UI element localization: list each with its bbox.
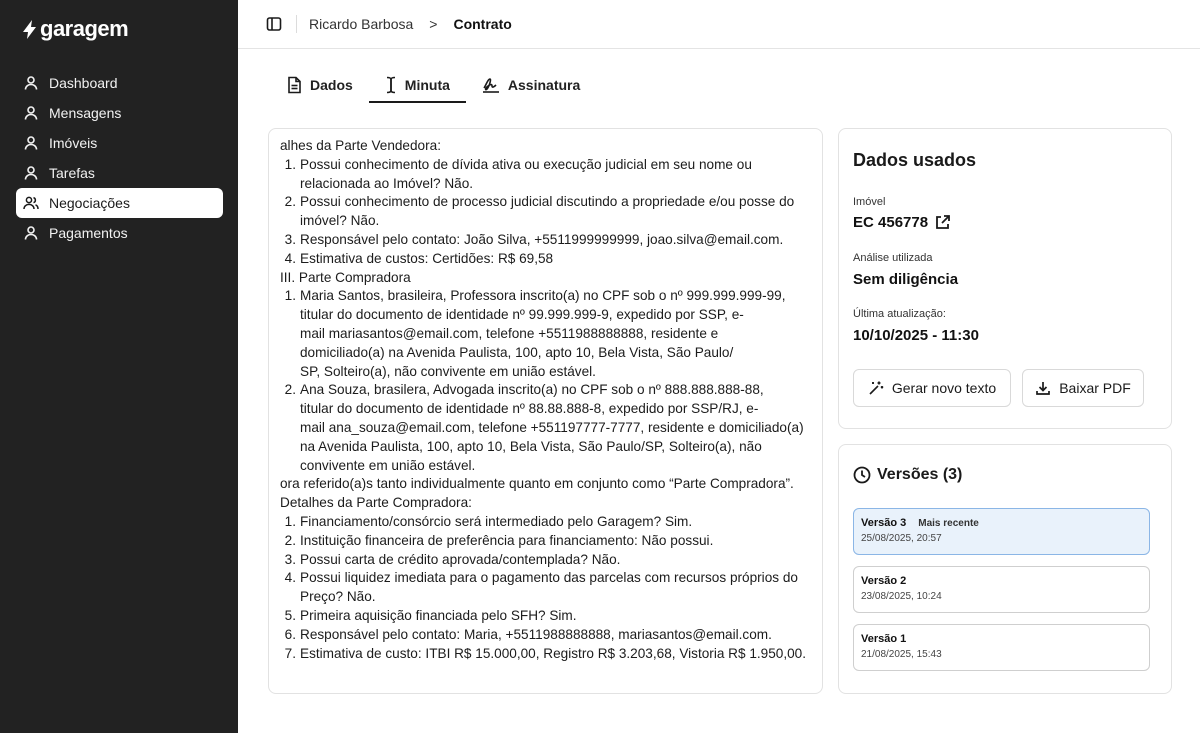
users-icon xyxy=(23,195,39,211)
sidebar-item-label: Negociações xyxy=(49,195,130,211)
doc-list-number: 6. xyxy=(284,626,296,642)
sidebar-item-label: Dashboard xyxy=(49,75,118,91)
doc-list-item xyxy=(280,569,811,607)
tab-bar xyxy=(270,66,596,103)
signature-icon xyxy=(482,76,500,94)
doc-list-number: 1. xyxy=(284,513,296,529)
sidebar-item-label: Imóveis xyxy=(49,135,98,151)
versions-title xyxy=(853,466,962,484)
last-update-label: Última atualização: xyxy=(853,308,946,320)
data-used-panel xyxy=(838,128,1172,429)
doc-list-number: 2. xyxy=(284,532,296,548)
version-date: 23/08/2025, 10:24 xyxy=(861,591,942,602)
download-icon xyxy=(1035,380,1051,396)
doc-list-line: Possui conhecimento de dívida ativa ou execução judicial em seu nome ou xyxy=(300,156,752,172)
tab-assinatura[interactable] xyxy=(466,66,596,103)
doc-list-item xyxy=(280,532,811,551)
data-panel-title: Dados usados xyxy=(853,150,977,170)
logo-text: garagem xyxy=(40,16,129,41)
doc-list-line: Possui conhecimento de processo judicial discutindo a propriedade e/ou posse do xyxy=(300,194,795,210)
tab-label: Dados xyxy=(310,76,353,93)
user-icon xyxy=(23,75,39,91)
doc-list-line: Responsável pelo contato: João Silva, +5511999999999, joao.silva@email.com. xyxy=(300,231,784,247)
garagem-logo-icon xyxy=(20,18,38,40)
sidebar-item-label: Tarefas xyxy=(49,165,95,181)
analise-value: Sem diligência xyxy=(853,271,959,288)
doc-list-line: na Avenida Paulista, 100, apto 10, Bela Vista, São Paulo/SP, Solteiro(a), não xyxy=(300,438,762,454)
version-name: Versão 1 xyxy=(861,633,907,645)
sidebar-item-dashboard[interactable] xyxy=(16,68,223,98)
doc-list-line: Estimativa de custos: Certidões: R$ 69,58 xyxy=(300,250,554,266)
user-icon xyxy=(23,105,39,121)
version-date: 25/08/2025, 20:57 xyxy=(861,533,942,544)
doc-list-item xyxy=(280,626,811,645)
sidebar-toggle-icon[interactable] xyxy=(266,16,282,32)
doc-list-number: 2. xyxy=(284,382,296,398)
imovel-value[interactable] xyxy=(853,214,951,231)
imovel-label: Imóvel xyxy=(853,196,886,208)
doc-list-line: titular do documento de identidade nº 99.999.999-9, expedido por SSP, e- xyxy=(300,307,744,323)
doc-paragraph: alhes da Parte Vendedora: xyxy=(280,138,441,153)
version-name: Versão 2 xyxy=(861,575,907,587)
doc-list-line: Maria Santos, brasileira, Professora inscrito(a) no CPF sob o nº 999.999.999-99, xyxy=(300,288,786,304)
doc-list-item xyxy=(280,607,811,626)
doc-paragraph: III. Parte Compradora xyxy=(280,269,411,285)
breadcrumb-item-current: Contrato xyxy=(453,16,512,32)
doc-list-line: domiciliado(a) na Avenida Paulista, 100, apto 10, Bela Vista, São Paulo/ xyxy=(300,344,734,360)
analise-label: Análise utilizada xyxy=(853,252,933,264)
sidebar-item-label: Mensagens xyxy=(49,105,122,121)
clock-icon xyxy=(853,466,871,484)
latest-badge: Mais recente xyxy=(918,517,979,529)
doc-list-item xyxy=(280,381,811,475)
breadcrumb xyxy=(309,16,512,32)
doc-list-line: Responsável pelo contato: Maria, +5511988888888, mariasantos@email.com. xyxy=(300,626,772,642)
doc-list-number: 5. xyxy=(284,607,296,623)
version-name-row xyxy=(861,575,1149,587)
sidebar-nav xyxy=(16,68,223,248)
sidebar xyxy=(0,0,238,733)
doc-list-item xyxy=(280,193,811,231)
text-cursor-icon xyxy=(385,76,397,94)
versions-title-text: Versões (3) xyxy=(877,466,963,483)
doc-list-line: Instituição financeira de preferência para financiamento: Não possui. xyxy=(300,532,714,548)
doc-list-number: 4. xyxy=(284,250,296,266)
doc-list-line: Estimativa de custo: ITBI R$ 15.000,00, Registro R$ 3.203,68, Vistoria R$ 1.950,00. xyxy=(300,645,807,661)
doc-list-item xyxy=(280,645,811,664)
generate-new-text-label: Gerar novo texto xyxy=(891,380,997,396)
sidebar-item-tarefas[interactable] xyxy=(16,158,223,188)
sidebar-item-pagamentos[interactable] xyxy=(16,218,223,248)
imovel-code: EC 456778 xyxy=(853,214,929,231)
breadcrumb-item-client[interactable]: Ricardo Barbosa xyxy=(309,16,414,32)
sidebar-item-label: Pagamentos xyxy=(49,225,128,241)
doc-list-item xyxy=(280,551,811,570)
doc-list-line: Possui liquidez imediata para o pagamento das parcelas com recursos próprios do xyxy=(300,570,798,586)
doc-list-item xyxy=(280,513,811,532)
version-item-1[interactable] xyxy=(853,624,1150,671)
version-name-row xyxy=(861,633,1149,645)
doc-list-item xyxy=(280,231,811,250)
header-divider xyxy=(296,15,297,33)
doc-list-number: 1. xyxy=(284,156,296,172)
doc-list-line: SP, Solteiro(a), não convivente em união estável. xyxy=(300,363,596,379)
document-icon xyxy=(286,76,302,94)
doc-list-line: mail ana_souza@email.com, telefone +551197777-7777, residente e domiciliado(a) xyxy=(300,419,804,435)
doc-list-number: 7. xyxy=(284,645,296,661)
doc-list-line: relacionada ao Imóvel? Não. xyxy=(300,175,474,191)
sidebar-item-negociacoes[interactable] xyxy=(16,188,223,218)
tab-label: Minuta xyxy=(404,76,450,93)
top-header xyxy=(238,0,1200,49)
doc-list-line: imóvel? Não. xyxy=(300,213,380,229)
versions-panel xyxy=(838,444,1172,694)
version-item-2[interactable] xyxy=(853,566,1150,613)
doc-list-item xyxy=(280,250,811,269)
version-name: Versão 3 xyxy=(861,517,907,529)
breadcrumb-separator: > xyxy=(429,16,438,32)
logo[interactable] xyxy=(20,16,128,42)
doc-list-line: Possui carta de crédito aprovada/contemplada? Não. xyxy=(300,551,621,567)
doc-list-line: mail mariasantos@email.com, telefone +5511988888888, residente e xyxy=(300,325,719,341)
user-icon xyxy=(23,135,39,151)
magic-wand-icon xyxy=(868,380,884,396)
tab-label: Assinatura xyxy=(507,76,581,93)
contract-draft-text[interactable] xyxy=(268,128,823,694)
doc-list-item xyxy=(280,287,811,381)
doc-list-line: Primeira aquisição financiada pelo SFH? Sim. xyxy=(300,607,577,623)
version-item-3[interactable] xyxy=(853,508,1150,555)
sidebar-item-mensagens[interactable] xyxy=(16,98,223,128)
user-icon xyxy=(23,225,39,241)
doc-list-line: titular do documento de identidade nº 88.88.888-8, expedido por SSP/RJ, e- xyxy=(300,401,759,417)
doc-list-number: 3. xyxy=(284,231,296,247)
tab-dados[interactable] xyxy=(270,66,369,103)
tab-minuta[interactable] xyxy=(369,66,466,103)
doc-paragraph: Detalhes da Parte Compradora: xyxy=(280,495,472,511)
doc-list-line: Preço? Não. xyxy=(300,589,376,605)
version-name-row xyxy=(861,517,1149,529)
download-pdf-button[interactable] xyxy=(1022,369,1144,407)
doc-list-number: 1. xyxy=(284,288,296,304)
version-date: 21/08/2025, 15:43 xyxy=(861,649,942,660)
external-link-icon[interactable] xyxy=(934,214,951,231)
doc-list-number: 4. xyxy=(284,570,296,586)
doc-paragraph: ora referido(a)s tanto individualmente quanto em conjunto como “Parte Compradora”. xyxy=(280,476,794,492)
doc-list-item xyxy=(280,156,811,194)
sidebar-item-imoveis[interactable] xyxy=(16,128,223,158)
doc-list-line: Ana Souza, brasilera, Advogada inscrito(a) no CPF sob o nº 888.888.888-88, xyxy=(300,382,764,398)
generate-new-text-button[interactable] xyxy=(853,369,1011,407)
doc-list-number: 3. xyxy=(284,551,296,567)
doc-list-number: 2. xyxy=(284,194,296,210)
download-pdf-label: Baixar PDF xyxy=(1059,380,1131,396)
doc-list-line: convivente em união estável. xyxy=(300,457,476,473)
user-icon xyxy=(23,165,39,181)
last-update-value: 10/10/2025 - 11:30 xyxy=(853,327,979,344)
doc-list-line: Financiamento/consórcio será intermediado pelo Garagem? Sim. xyxy=(300,513,693,529)
